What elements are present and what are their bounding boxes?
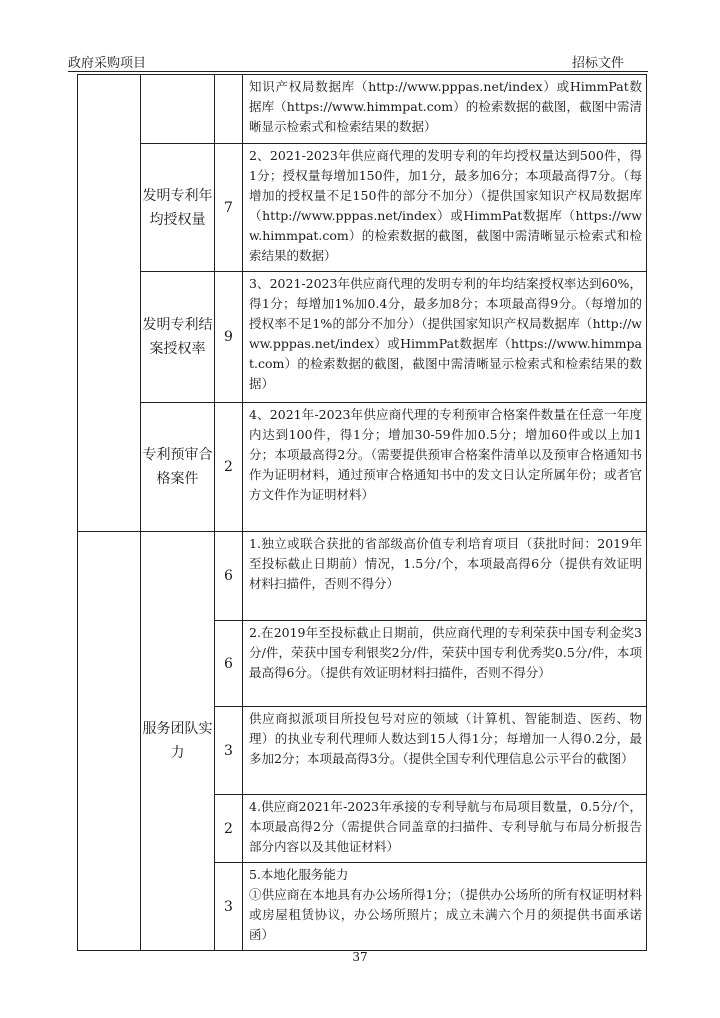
table-row bbox=[78, 403, 647, 532]
item-score: 7 bbox=[215, 144, 243, 272]
page-number: 37 bbox=[352, 950, 368, 964]
item-description: 2.在2019年至投标截止日期前，供应商代理的专利荣获中国专利金奖3分/件，荣获中国专利银奖2分/件，荣获中国专利优秀奖0.5分/件，本项最高得6分。（提供有效证明材料扫描件，否则不得分） bbox=[243, 621, 647, 707]
item-score: 9 bbox=[215, 272, 243, 403]
item-description: 供应商拟派项目所投包号对应的领域（计算机、智能制造、医药、物理）的执业专利代理师人数达到15人得1分；每增加一人得0.2分，最多加2分；本项最高得3分。（提供全国专利代理信息公示平台的截图） bbox=[243, 707, 647, 795]
item-description: 1.独立或联合获批的省部级高价值专利培育项目（获批时间：2019年至投标截止日期前）情况，1.5分/个，本项最高得6分（提供有效证明材料扫描件，否则不得分） bbox=[243, 532, 647, 621]
service-team-name: 服务团队实力 bbox=[141, 532, 215, 951]
item-description: 3、2021-2023年供应商代理的发明专利的年均结案授权率达到60%，得1分；每增加1%加0.4分，最多加8分；本项最高得9分。（每增加的授权率不足1%的部分不加分）（提供国家知识产权局数据库（http://www.pppas.net/index）或HimmPat数据库（https://www.himmpat.com）的检索数据的截图，截图中需清晰显示检索式和检索结果的数据） bbox=[243, 272, 647, 403]
item-description: 4、2021年-2023年供应商代理的专利预审合格案件数量在任意一年度内达到100件，得1分；增加30-59件加0.5分；增加60件或以上加1分；本项最高得2分。（需要提供预审合格案件清单以及预审合格通知书作为证明材料，通过预审合格通知书中的发文日认定所属年份；或者官方文件作为证明材料） bbox=[243, 403, 647, 532]
item-score: 3 bbox=[215, 707, 243, 795]
item-score: 3 bbox=[215, 863, 243, 951]
item-description: 5.本地化服务能力 ①供应商在本地具有办公场所得1分；（提供办公场所的所有权证明材料或房屋租赁协议，办公场所照片；成立未满六个月的须提供书面承诺函） bbox=[243, 863, 647, 951]
item-score: 6 bbox=[215, 532, 243, 621]
item-name: 发明专利结案授权率 bbox=[141, 272, 215, 403]
table-row bbox=[78, 75, 647, 144]
item-description: 2、2021-2023年供应商代理的发明专利的年均授权量达到500件，得1分；授权量每增加150件，加1分，最多加6分；本项最高得7分。（每增加的授权量不足150件的部分不加分）（提供国家知识产权局数据库（http://www.pppas.net/index）或HimmPat数据库（https://www.himmpat.com）的检索数据的截图，截图中需清晰显示检索式和检索结果的数据） bbox=[243, 144, 647, 272]
item-name: 发明专利年均授权量 bbox=[141, 144, 215, 272]
item-description: 4.供应商2021年-2023年承接的专利导航与布局项目数量，0.5分/个，本项最高得2分（需提供合同盖章的扫描件、专利导航与布局分析报告部分内容以及其他证材料） bbox=[243, 795, 647, 863]
item-description: 知识产权局数据库（http://www.pppas.net/index）或HimmPat数据库（https://www.himmpat.com）的检索数据的截图，截图中需清晰显示检索式和检索结果的数据） bbox=[243, 75, 647, 144]
table-row bbox=[78, 272, 647, 403]
category-cell-blank bbox=[78, 75, 141, 532]
table-row bbox=[78, 532, 647, 621]
item-score: 6 bbox=[215, 621, 243, 707]
item-name: 专利预审合格案件 bbox=[141, 403, 215, 532]
header-project-type: 政府采购项目 bbox=[68, 56, 147, 71]
category-cell-blank bbox=[78, 532, 141, 951]
header-rule bbox=[68, 71, 648, 72]
header-doc-type: 招标文件 bbox=[572, 56, 625, 71]
table-row bbox=[78, 144, 647, 272]
item-name bbox=[141, 75, 215, 144]
item-score: 2 bbox=[215, 403, 243, 532]
item-score bbox=[215, 75, 243, 144]
scoring-table bbox=[77, 74, 647, 951]
item-score: 2 bbox=[215, 795, 243, 863]
